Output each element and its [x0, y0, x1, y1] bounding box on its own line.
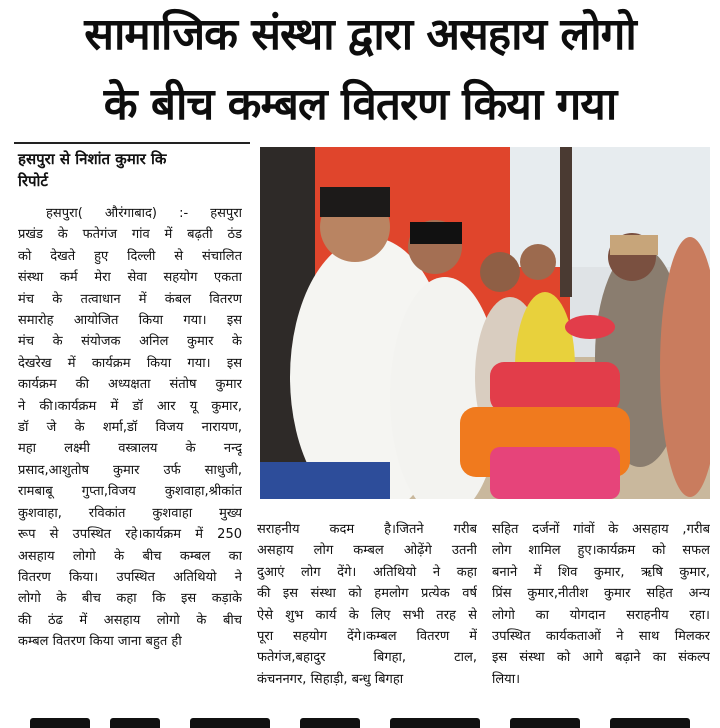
article-line: कम्बल वितरण किया जाना बहुत ही — [18, 634, 182, 650]
article-column-2 — [257, 519, 477, 709]
article-line: असहाय लोगो के बीच कम्बल का — [18, 548, 242, 564]
article-line: प्रसाद,आशुतोष कुमार उर्फ साधुजी, — [18, 462, 242, 478]
article-line: कंचननगर, सिहाड़ी, बन्धु बिगहा — [257, 671, 404, 687]
article-line: लिया। — [492, 671, 521, 687]
article-line: लोगो का योगदान सराहनीय रहा। — [492, 607, 710, 623]
article-line: समारोह आयोजित किया गया। इस — [18, 313, 242, 329]
article-line: पूरा सहयोग देंगे।कम्बल वितरण में — [257, 629, 477, 645]
article-line: की ठंढ में असहाय लोगो के बीच — [18, 612, 242, 628]
byline-line-1: हसपुरा से निशांत कुमार कि — [18, 150, 167, 168]
article-line: ने की।कार्यक्रम में डॉ आर यू कुमार, — [18, 398, 242, 414]
byline — [18, 148, 248, 192]
article-line: प्रिंस कुमार,नीतीश कुमार सहित अन्य — [492, 586, 710, 602]
headline-line-2: के बीच कम्बल वितरण किया गया — [103, 79, 617, 130]
headline-line-1: सामाजिक संस्था द्वारा असहाय लोगो — [84, 9, 636, 60]
article-line: प्रखंड के फतेगंज गांव में बढ़ती ठंड — [18, 227, 242, 243]
article-line: रामबाबू गुप्ता,विजय कुशवाहा,श्रीकांत — [18, 484, 242, 500]
byline-rule — [14, 142, 250, 144]
article-line: संस्था कर्म मेरा सेवा सहयोग एकता — [18, 270, 242, 286]
article-line: बनाने में शिव कुमार, ऋषि कुमार, — [492, 564, 710, 580]
article-line: की इस संस्था को हमलोग प्रत्येक वर्ष — [257, 586, 477, 602]
article-column-1 — [18, 203, 242, 715]
article-line: ऐसे शुभ कार्य के लिए सभी तरह से — [257, 607, 477, 623]
article-line: मंच के संयोजक अनिल कुमार के — [18, 334, 242, 350]
article-line: मंच के तत्वाधान में कंबल वितरण — [18, 291, 242, 307]
article-line: फतेगंज,बहादुर बिगहा, टाल, — [257, 650, 477, 666]
article-line: को देखते हुए दिल्ली से संचालित — [18, 248, 242, 264]
headline — [0, 0, 720, 140]
article-line: रूप से उपस्थित रहे।कार्यक्रम में 250 — [18, 527, 242, 543]
article-line: लोगो के बीच कहा कि इस कड़ाके — [18, 591, 242, 607]
article-line: असहाय लोग कम्बल ओढ़ेंगे उतनी — [257, 543, 477, 559]
next-headline-fragment — [0, 714, 720, 728]
article-line: डॉ जे के शर्मा,डॉ विजय नारायण, — [18, 420, 242, 436]
blanket-distribution-photo — [260, 147, 710, 499]
article-line: वितरण किया। उपस्थित अतिथियो ने — [18, 569, 242, 585]
article-line: देखरेख में कार्यक्रम किया गया। इस — [18, 355, 242, 371]
article-line: सहित दर्जनों गांवों के असहाय ,गरीब — [492, 522, 710, 537]
article-line: सराहनीय कदम है।जितने गरीब — [257, 522, 477, 537]
article-line: दुआएं लोग देंगे। अतिथियो ने कहा — [257, 564, 477, 580]
article-line: कार्यक्रम की अध्यक्षता संतोष कुमार — [18, 377, 242, 393]
news-photo — [260, 147, 710, 499]
byline-line-2: रिपोर्ट — [18, 172, 48, 190]
article-line: लोग शामिल हुए।कार्यक्रम को सफल — [492, 543, 710, 559]
article-line: हसपुरा( औरंगाबाद) :- हसपुरा — [46, 206, 242, 221]
article-line: उपस्थित कार्यकताओं ने साथ मिलकर — [492, 629, 710, 645]
article-column-3 — [492, 519, 710, 709]
article-line: इस संस्था को आगे बढ़ाने का संकल्प — [492, 650, 710, 666]
article-line: कुशवाहा, रविकांत कुशवाहा मुख्य — [18, 505, 242, 521]
article-line: महा लक्ष्मी वस्त्रालय के नन्दू — [18, 441, 242, 457]
